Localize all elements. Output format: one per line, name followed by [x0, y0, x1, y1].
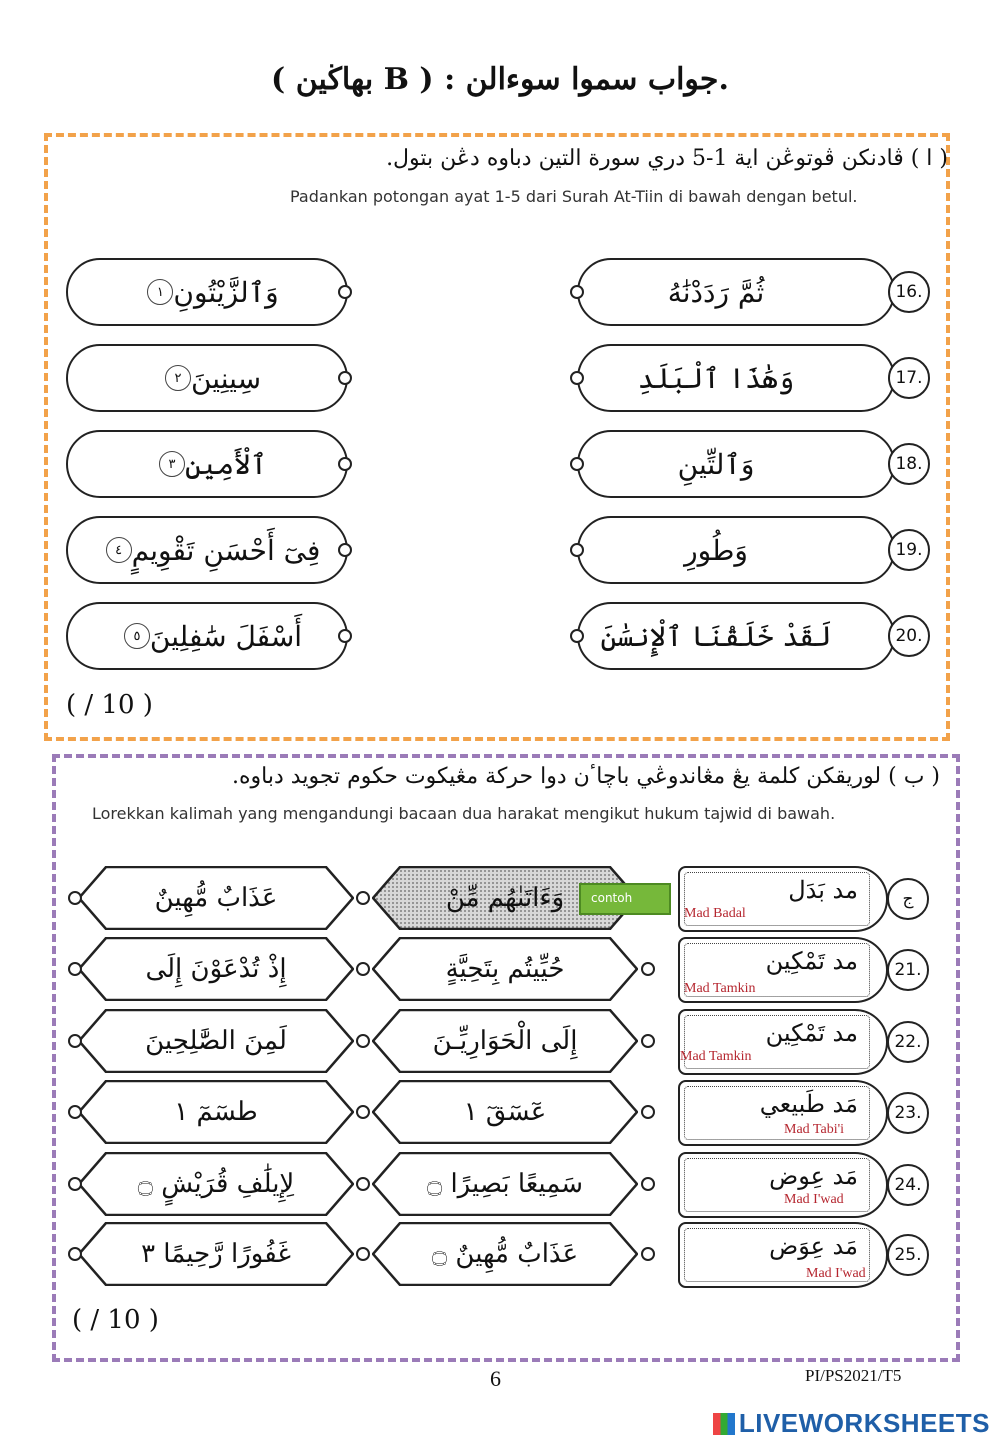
- question-number: 23.: [887, 1092, 929, 1134]
- option-connector-dot[interactable]: [641, 1177, 655, 1191]
- match-connector-dot[interactable]: [338, 457, 352, 471]
- answer-option-mid[interactable]: [372, 937, 638, 1001]
- page-number: 6: [490, 1366, 501, 1391]
- match-connector-dot[interactable]: [570, 457, 584, 471]
- answer-option-text: غَفُورًا رَّحِيمًا ٣: [141, 1239, 291, 1269]
- answer-option-left[interactable]: [78, 1222, 354, 1286]
- option-connector-dot[interactable]: [356, 962, 370, 976]
- option-connector-dot[interactable]: [68, 1105, 82, 1119]
- option-connector-dot[interactable]: [356, 1105, 370, 1119]
- match-right-text: ثُمَّ رَدَدْنَٰهُ: [667, 275, 765, 309]
- answer-option-text: لِإِيلَٰفِ قُرَيْشٍ ۝: [137, 1169, 295, 1199]
- tajwid-rule-la: Mad Tamkin: [684, 981, 756, 996]
- match-left-text: أَسْفَلَ سَٰفِلِينَ: [149, 619, 303, 653]
- question-number: 19.: [888, 529, 930, 571]
- section-a-score: ( / 10 ): [66, 690, 153, 720]
- option-connector-dot[interactable]: [68, 891, 82, 905]
- document-code: PI/PS2021/T5: [805, 1366, 902, 1385]
- tajwid-rule-ar: مد تَمْكِين: [765, 1019, 858, 1047]
- tajwid-rule-la: Mad Badal: [684, 906, 746, 921]
- match-left-item[interactable]: [66, 602, 348, 670]
- match-left-item[interactable]: [66, 344, 348, 412]
- section-b-instruction-la: Lorekkan kalimah yang mengandungi bacaan dua harakat mengikut hukum tajwid di bawah.: [92, 804, 836, 823]
- answer-option-left[interactable]: [78, 1080, 354, 1144]
- tajwid-rule-box: [678, 1222, 888, 1288]
- answer-option-mid[interactable]: [372, 1009, 638, 1073]
- match-connector-dot[interactable]: [570, 629, 584, 643]
- question-number: 22.: [887, 1021, 929, 1063]
- option-connector-dot[interactable]: [641, 1105, 655, 1119]
- tajwid-rule-ar: مد تَمْكِين: [765, 947, 858, 975]
- question-number: 21.: [887, 949, 929, 991]
- answer-option-text: حُيِّيتُم بِتَحِيَّةٍ: [445, 954, 565, 984]
- match-right-item[interactable]: [577, 516, 895, 584]
- match-right-text: لَقَدْ خَلَقْنَا ٱلْإِنسَٰنَ: [600, 619, 832, 653]
- tajwid-rule-ar: مَد طَبيعي: [759, 1090, 858, 1118]
- logo-mark-icon: [713, 1413, 735, 1435]
- answer-option-text: عَذَابٌ مُّهِينٌ ۝: [431, 1239, 579, 1269]
- question-number: 17.: [888, 357, 930, 399]
- match-right-item[interactable]: [577, 344, 895, 412]
- tajwid-rule-la: Mad I'wad: [784, 1192, 844, 1207]
- section-b-score: ( / 10 ): [72, 1305, 159, 1335]
- match-connector-dot[interactable]: [338, 285, 352, 299]
- ayah-number-icon: ١: [147, 279, 173, 305]
- section-b-instruction-ar: ( ب ) لوريقكن كلمة يڠ مڠاندوڠي باچاٴن دوا حركة مڠيكوت حكوم تجويد دباوه.: [232, 764, 940, 789]
- match-left-item[interactable]: [66, 258, 348, 326]
- match-connector-dot[interactable]: [570, 371, 584, 385]
- question-number: 24.: [887, 1164, 929, 1206]
- question-number: ج: [887, 878, 929, 920]
- section-a-instruction-ar: ( ا ) ڤادنكن ڤوتوڠن اية 1-5 دري سورة التين دباوه دڠن بتول.: [386, 146, 948, 171]
- answer-option-left[interactable]: [78, 1009, 354, 1073]
- question-number: 18.: [888, 443, 930, 485]
- liveworksheets-logo: [713, 1408, 990, 1439]
- section-title: ( بهاڬين B ) : جواب سموا سوءالن.: [271, 62, 729, 97]
- contoh-label: contoh: [579, 883, 671, 915]
- question-number: 20.: [888, 615, 930, 657]
- match-left-text: وَٱلزَّيْتُونِ: [173, 275, 279, 309]
- match-left-text: سِينِينَ: [190, 361, 262, 395]
- answer-option-mid[interactable]: [372, 1080, 638, 1144]
- match-right-item[interactable]: [577, 602, 895, 670]
- answer-option-text: عَذَابٌ مُّهِينٌ: [154, 883, 278, 913]
- answer-option-left[interactable]: [78, 866, 354, 930]
- match-left-text: فِىٓ أَحْسَنِ تَقْوِيمٍ: [131, 533, 321, 567]
- match-left-item[interactable]: [66, 516, 348, 584]
- ayah-number-icon: ٤: [106, 537, 132, 563]
- answer-option-mid[interactable]: [372, 1152, 638, 1216]
- match-left-text: ٱلْأَمِينِ: [184, 447, 268, 481]
- brand-name: LIVEWORKSHEETS: [738, 1408, 990, 1438]
- match-connector-dot[interactable]: [570, 543, 584, 557]
- match-right-text: وَٱلتِّينِ: [677, 447, 755, 481]
- match-right-item[interactable]: [577, 258, 895, 326]
- match-connector-dot[interactable]: [338, 543, 352, 557]
- question-number: 25.: [887, 1234, 929, 1276]
- tajwid-rule-ar: مَد عِوض: [769, 1162, 858, 1190]
- match-connector-dot[interactable]: [338, 629, 352, 643]
- section-a-instruction-la: Padankan potongan ayat 1-5 dari Surah At-Tiin di bawah dengan betul.: [290, 187, 858, 206]
- tajwid-rule-ar: مد بَدَل: [788, 876, 858, 904]
- tajwid-rule-box: [678, 1009, 888, 1075]
- answer-option-text: إِلَى الْحَوَارِيِّـنَ: [432, 1026, 578, 1056]
- tajwid-rule-la: Mad Tamkin: [680, 1049, 752, 1064]
- option-connector-dot[interactable]: [68, 1034, 82, 1048]
- option-connector-dot[interactable]: [641, 1247, 655, 1261]
- option-connector-dot[interactable]: [641, 1034, 655, 1048]
- match-right-text: وَطُورِ: [684, 533, 748, 567]
- option-connector-dot[interactable]: [356, 1034, 370, 1048]
- ayah-number-icon: ٥: [124, 623, 150, 649]
- option-connector-dot[interactable]: [356, 891, 370, 905]
- answer-option-text: وَءَاتَىٰهُم مِّنْ: [445, 883, 565, 913]
- option-connector-dot[interactable]: [641, 962, 655, 976]
- answer-option-text: لَمِنَ الصَّٰلِحِينَ: [145, 1026, 287, 1056]
- tajwid-rule-box: [678, 937, 888, 1003]
- tajwid-rule-box: [678, 1152, 888, 1218]
- match-right-item[interactable]: [577, 430, 895, 498]
- tajwid-rule-box: [678, 1080, 888, 1146]
- match-left-item[interactable]: [66, 430, 348, 498]
- question-number: 16.: [888, 271, 930, 313]
- answer-option-text: طسٓمٓ ١: [174, 1097, 258, 1127]
- answer-option-text: سَمِيعًا بَصِيرًا ۝: [426, 1169, 584, 1199]
- option-connector-dot[interactable]: [68, 1177, 82, 1191]
- option-connector-dot[interactable]: [356, 1177, 370, 1191]
- match-connector-dot[interactable]: [338, 371, 352, 385]
- answer-option-left[interactable]: [78, 1152, 354, 1216]
- option-connector-dot[interactable]: [68, 1247, 82, 1261]
- tajwid-rule-la: Mad Tabi'i: [784, 1122, 844, 1137]
- tajwid-rule-la: Mad I'wad: [806, 1266, 866, 1281]
- option-connector-dot[interactable]: [68, 962, 82, 976]
- answer-option-text: إِذْ تُدْعَوْنَ إِلَى: [145, 954, 287, 984]
- answer-option-mid[interactable]: [372, 1222, 638, 1286]
- option-connector-dot[interactable]: [356, 1247, 370, 1261]
- ayah-number-icon: ٢: [165, 365, 191, 391]
- match-connector-dot[interactable]: [570, 285, 584, 299]
- answer-option-left[interactable]: [78, 937, 354, 1001]
- answer-option-text: عٓسٓقٓ ١: [463, 1097, 547, 1127]
- ayah-number-icon: ٣: [159, 451, 185, 477]
- match-right-text: وَهَٰذَا ٱلْبَلَدِ: [637, 361, 795, 395]
- tajwid-rule-box: [678, 866, 888, 932]
- tajwid-rule-ar: مَد عِوَض: [769, 1232, 858, 1260]
